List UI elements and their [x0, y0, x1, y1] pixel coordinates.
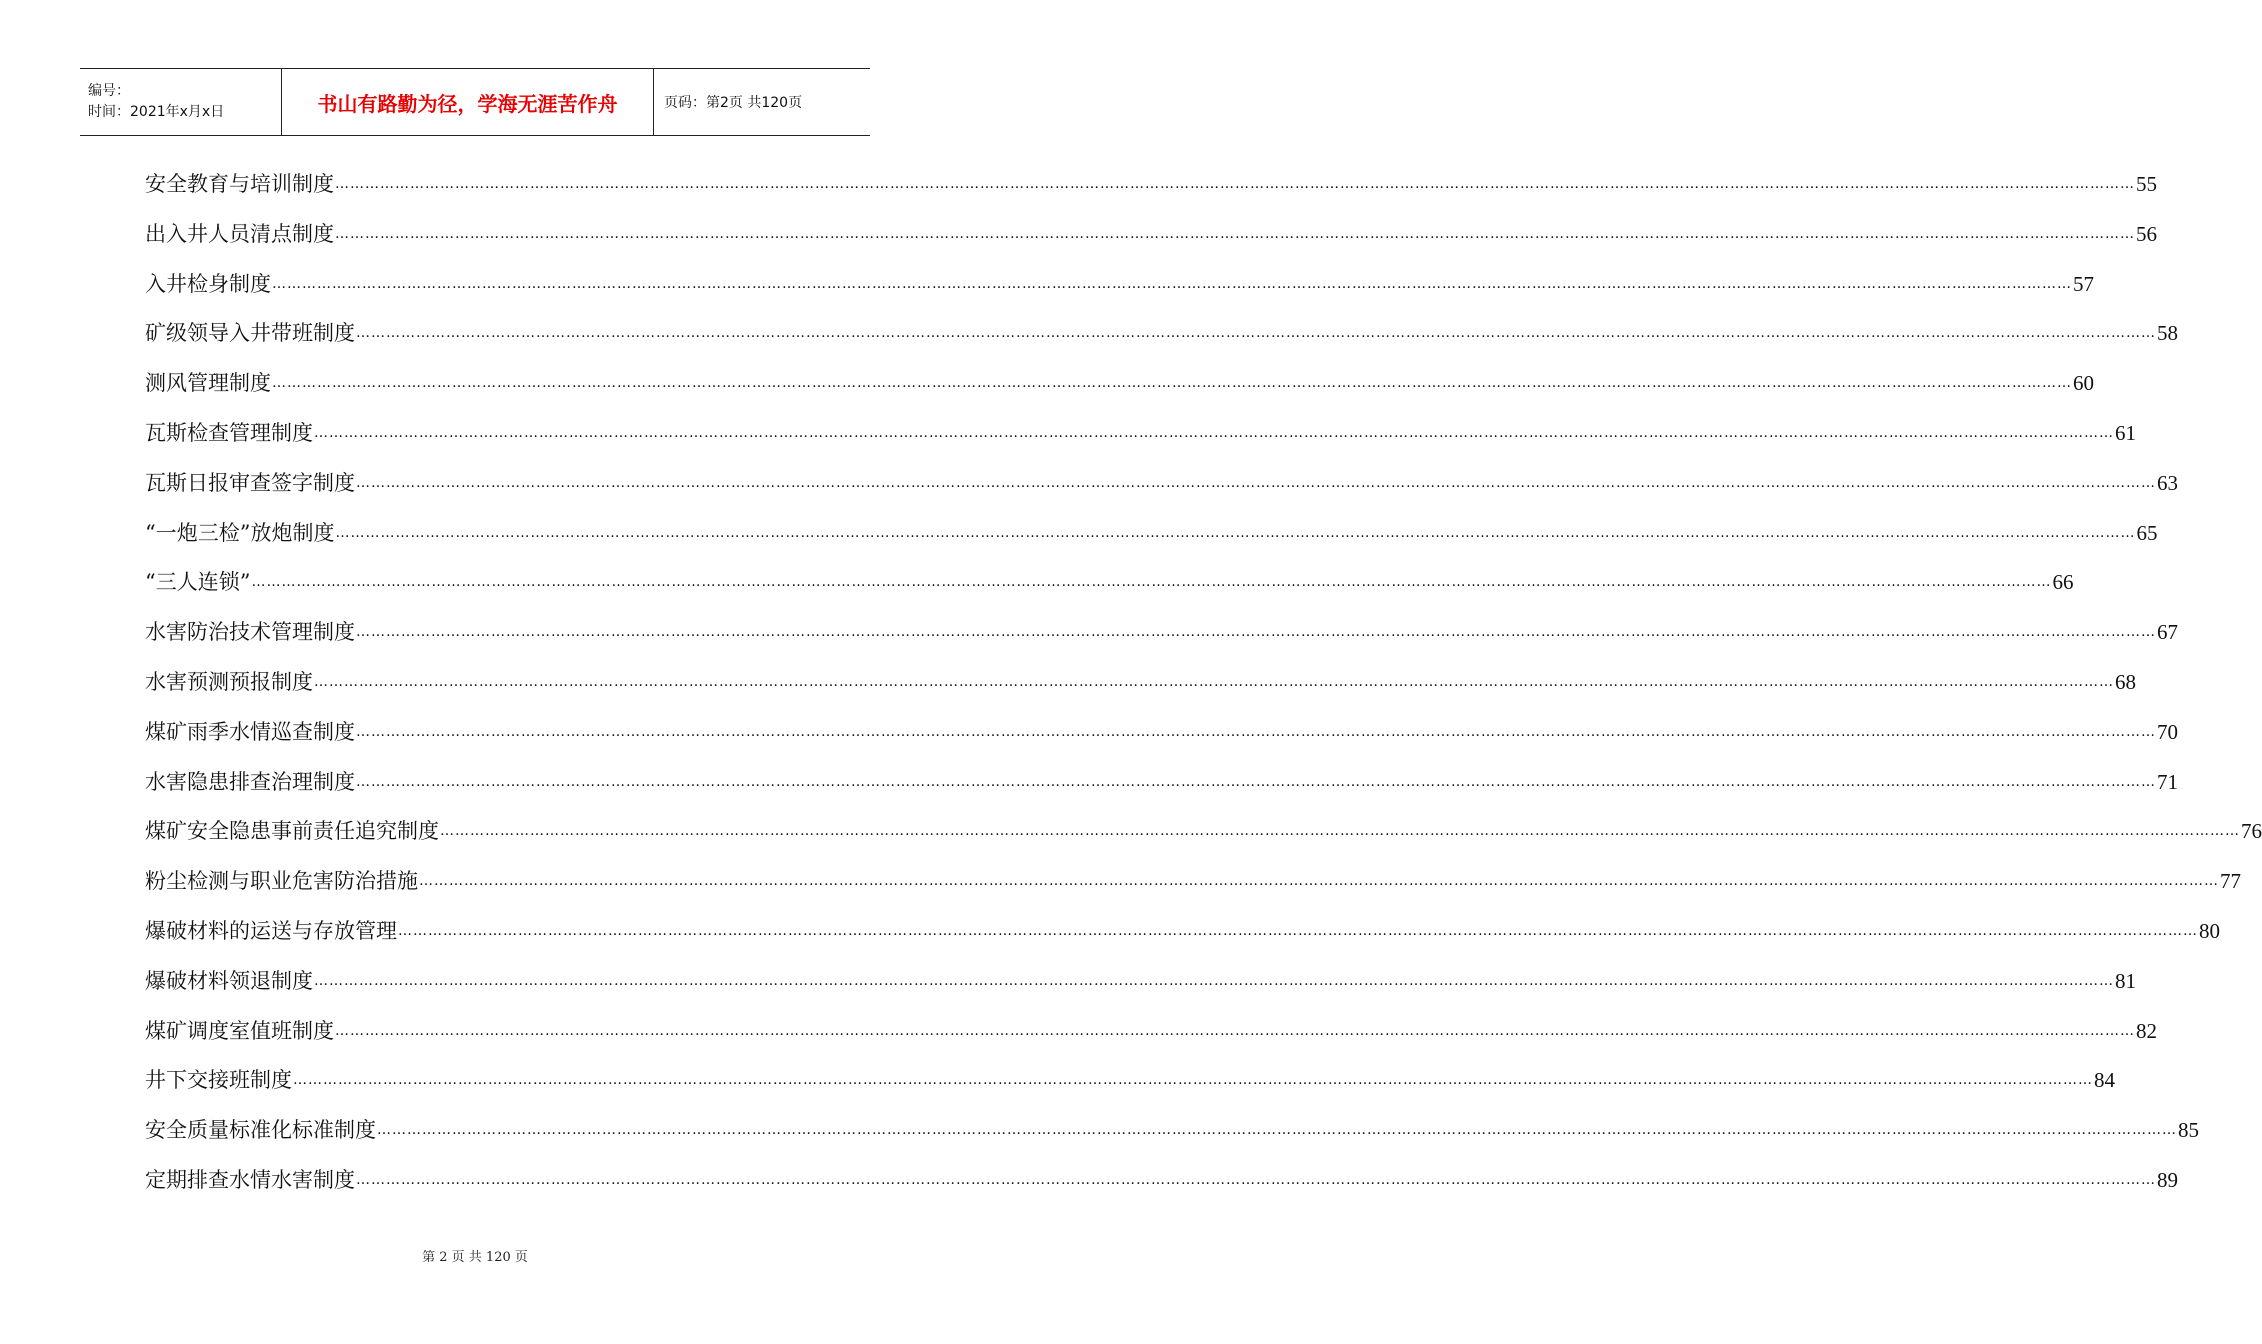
- toc-dot-leader: ………………………………………………………………………………………………………………………………………………………………………………………………………………………………………………………………………………………………………………………………: [398, 922, 2198, 939]
- toc-entry-title: 瓦斯检查管理制度: [145, 420, 313, 445]
- motto-text: 书山有路勤为径，学海无涯苦作舟: [317, 91, 618, 116]
- toc-entry-page-number: 84: [2094, 1068, 2115, 1093]
- toc-entry-page-number: 80: [2199, 918, 2220, 943]
- toc-dot-leader: ………………………………………………………………………………………………………………………………………………………………………………………………………………………………………………………………………………………………………………………………: [356, 624, 2156, 641]
- toc-entry[interactable]: [145, 260, 2094, 310]
- toc-dot-leader: ………………………………………………………………………………………………………………………………………………………………………………………………………………………………………………………………………………………………………………………………: [356, 723, 2156, 740]
- toc-entry[interactable]: [145, 658, 2136, 708]
- toc-entry-title: 测风管理制度: [145, 371, 271, 396]
- toc-entry[interactable]: [145, 160, 2157, 210]
- footer-page-number: 第 2 页 共 120 页: [422, 1250, 528, 1265]
- toc-dot-leader: ………………………………………………………………………………………………………………………………………………………………………………………………………………………………………………………………………………………………………………………………: [356, 325, 2156, 342]
- toc-entry[interactable]: [145, 957, 2136, 1007]
- header-motto: [282, 69, 654, 135]
- toc-entry-page-number: 76: [2241, 819, 2262, 844]
- toc-entry-title: 井下交接班制度: [145, 1068, 292, 1093]
- toc-entry-title: 煤矿调度室值班制度: [145, 1018, 334, 1043]
- header-page-info: [654, 69, 870, 135]
- toc-entry-page-number: 67: [2157, 620, 2178, 645]
- document-number-label: 编号：: [88, 83, 130, 99]
- page-footer: [0, 1246, 950, 1265]
- toc-entry[interactable]: [145, 509, 2158, 559]
- toc-entry[interactable]: [145, 309, 2178, 359]
- toc-entry-title: 瓦斯日报审查签字制度: [145, 470, 355, 495]
- page-header: [80, 68, 870, 136]
- toc-dot-leader: ………………………………………………………………………………………………………………………………………………………………………………………………………………………………………………………………………………………………………………………………: [335, 176, 2135, 192]
- toc-entry[interactable]: [145, 857, 2241, 907]
- toc-entry-page-number: 81: [2115, 968, 2136, 993]
- toc-dot-leader: ………………………………………………………………………………………………………………………………………………………………………………………………………………………………………………………………………………………………………………………………: [356, 1171, 2156, 1188]
- toc-entry-page-number: 56: [2136, 221, 2157, 246]
- toc-entry-title: 安全教育与培训制度: [145, 172, 334, 196]
- toc-entry-page-number: 82: [2136, 1018, 2157, 1043]
- toc-entry-title: 粉尘检测与职业危害防治措施: [145, 869, 418, 894]
- toc-entry-title: 安全质量标准化标准制度: [145, 1118, 376, 1143]
- toc-dot-leader: ………………………………………………………………………………………………………………………………………………………………………………………………………………………………………………………………………………………………………………………………: [272, 275, 2072, 292]
- toc-dot-leader: ………………………………………………………………………………………………………………………………………………………………………………………………………………………………………………………………………………………………………………………………: [314, 972, 2114, 989]
- toc-dot-leader: ………………………………………………………………………………………………………………………………………………………………………………………………………………………………………………………………………………………………………………………………: [377, 1122, 2177, 1139]
- toc-entry-page-number: 70: [2157, 719, 2178, 744]
- toc-dot-leader: ………………………………………………………………………………………………………………………………………………………………………………………………………………………………………………………………………………………………………………………………: [293, 1072, 2093, 1089]
- toc-entry[interactable]: [145, 1007, 2157, 1057]
- toc-dot-leader: ………………………………………………………………………………………………………………………………………………………………………………………………………………………………………………………………………………………………………………………………: [335, 1022, 2135, 1039]
- toc-dot-leader: ………………………………………………………………………………………………………………………………………………………………………………………………………………………………………………………………………………………………………………………………: [251, 574, 2052, 591]
- toc-dot-leader: ………………………………………………………………………………………………………………………………………………………………………………………………………………………………………………………………………………………………………………………………: [335, 524, 2136, 541]
- page-info-text: 页码：第2页 共120页: [664, 95, 803, 111]
- toc-entry-title: 出入井人员清点制度: [145, 221, 334, 246]
- toc-entry-page-number: 61: [2115, 420, 2136, 445]
- toc-dot-leader: ………………………………………………………………………………………………………………………………………………………………………………………………………………………………………………………………………………………………………………………………: [272, 375, 2072, 392]
- toc-entry[interactable]: [145, 1106, 2199, 1156]
- toc-entry-title: 水害预测预报制度: [145, 669, 313, 694]
- toc-entry-title: 入井检身制度: [145, 271, 271, 296]
- toc-entry-page-number: 60: [2073, 371, 2094, 396]
- toc-entry-page-number: 85: [2178, 1118, 2199, 1143]
- toc-entry-page-number: 77: [2220, 869, 2241, 894]
- toc-entry-page-number: 71: [2157, 769, 2178, 794]
- toc-entry-page-number: 68: [2115, 669, 2136, 694]
- toc-dot-leader: ………………………………………………………………………………………………………………………………………………………………………………………………………………………………………………………………………………………………………………………………: [335, 225, 2135, 242]
- header-left-cell: [80, 69, 282, 135]
- toc-entry-page-number: 66: [2052, 570, 2074, 595]
- toc-entry-page-number: 55: [2136, 172, 2157, 196]
- table-of-contents: [145, 160, 2262, 1206]
- toc-entry-title: 爆破材料的运送与存放管理: [145, 918, 397, 943]
- toc-entry[interactable]: [145, 1056, 2115, 1106]
- toc-entry[interactable]: [145, 359, 2094, 409]
- toc-entry-title: 水害防治技术管理制度: [145, 620, 355, 645]
- toc-dot-leader: ………………………………………………………………………………………………………………………………………………………………………………………………………………………………………………………………………………………………………………………………: [356, 773, 2156, 790]
- toc-entry-title: 水害隐患排查治理制度: [145, 769, 355, 794]
- toc-entry-page-number: 89: [2157, 1167, 2178, 1192]
- toc-entry-title: 煤矿安全隐患事前责任追究制度: [145, 819, 439, 844]
- toc-entry-title: 矿级领导入井带班制度: [145, 321, 355, 346]
- toc-entry[interactable]: [145, 907, 2220, 957]
- toc-entry[interactable]: [145, 409, 2136, 459]
- toc-dot-leader: ………………………………………………………………………………………………………………………………………………………………………………………………………………………………………………………………………………………………………………………………: [419, 873, 2219, 890]
- toc-entry[interactable]: [145, 210, 2157, 260]
- toc-dot-leader: ………………………………………………………………………………………………………………………………………………………………………………………………………………………………………………………………………………………………………………………………: [314, 673, 2114, 690]
- toc-entry[interactable]: [145, 708, 2178, 758]
- toc-entry[interactable]: [145, 608, 2178, 658]
- toc-entry-title: 定期排查水情水害制度: [145, 1167, 355, 1192]
- toc-entry-page-number: 65: [2136, 520, 2158, 545]
- toc-entry-title: 爆破材料领退制度: [145, 968, 313, 993]
- toc-entry-page-number: 63: [2157, 470, 2178, 495]
- toc-entry-page-number: 58: [2157, 321, 2178, 346]
- toc-entry[interactable]: [145, 558, 2074, 608]
- toc-dot-leader: ………………………………………………………………………………………………………………………………………………………………………………………………………………………………………………………………………………………………………………………………: [356, 474, 2156, 491]
- toc-dot-leader: ………………………………………………………………………………………………………………………………………………………………………………………………………………………………………………………………………………………………………………………………: [314, 424, 2114, 441]
- toc-entry[interactable]: [145, 807, 2262, 857]
- toc-entry-page-number: 57: [2073, 271, 2094, 296]
- document-time-label: 时间：2021年x月x日: [88, 104, 225, 120]
- toc-dot-leader: ………………………………………………………………………………………………………………………………………………………………………………………………………………………………………………………………………………………………………………………………: [440, 823, 2240, 840]
- toc-entry-title: “三人连锁”: [145, 570, 251, 595]
- toc-entry-title: 煤矿雨季水情巡查制度: [145, 719, 355, 744]
- toc-entry-title: “一炮三检”放炮制度: [145, 520, 335, 545]
- toc-entry[interactable]: [145, 1156, 2178, 1206]
- toc-entry[interactable]: [145, 459, 2178, 509]
- toc-entry[interactable]: [145, 758, 2178, 808]
